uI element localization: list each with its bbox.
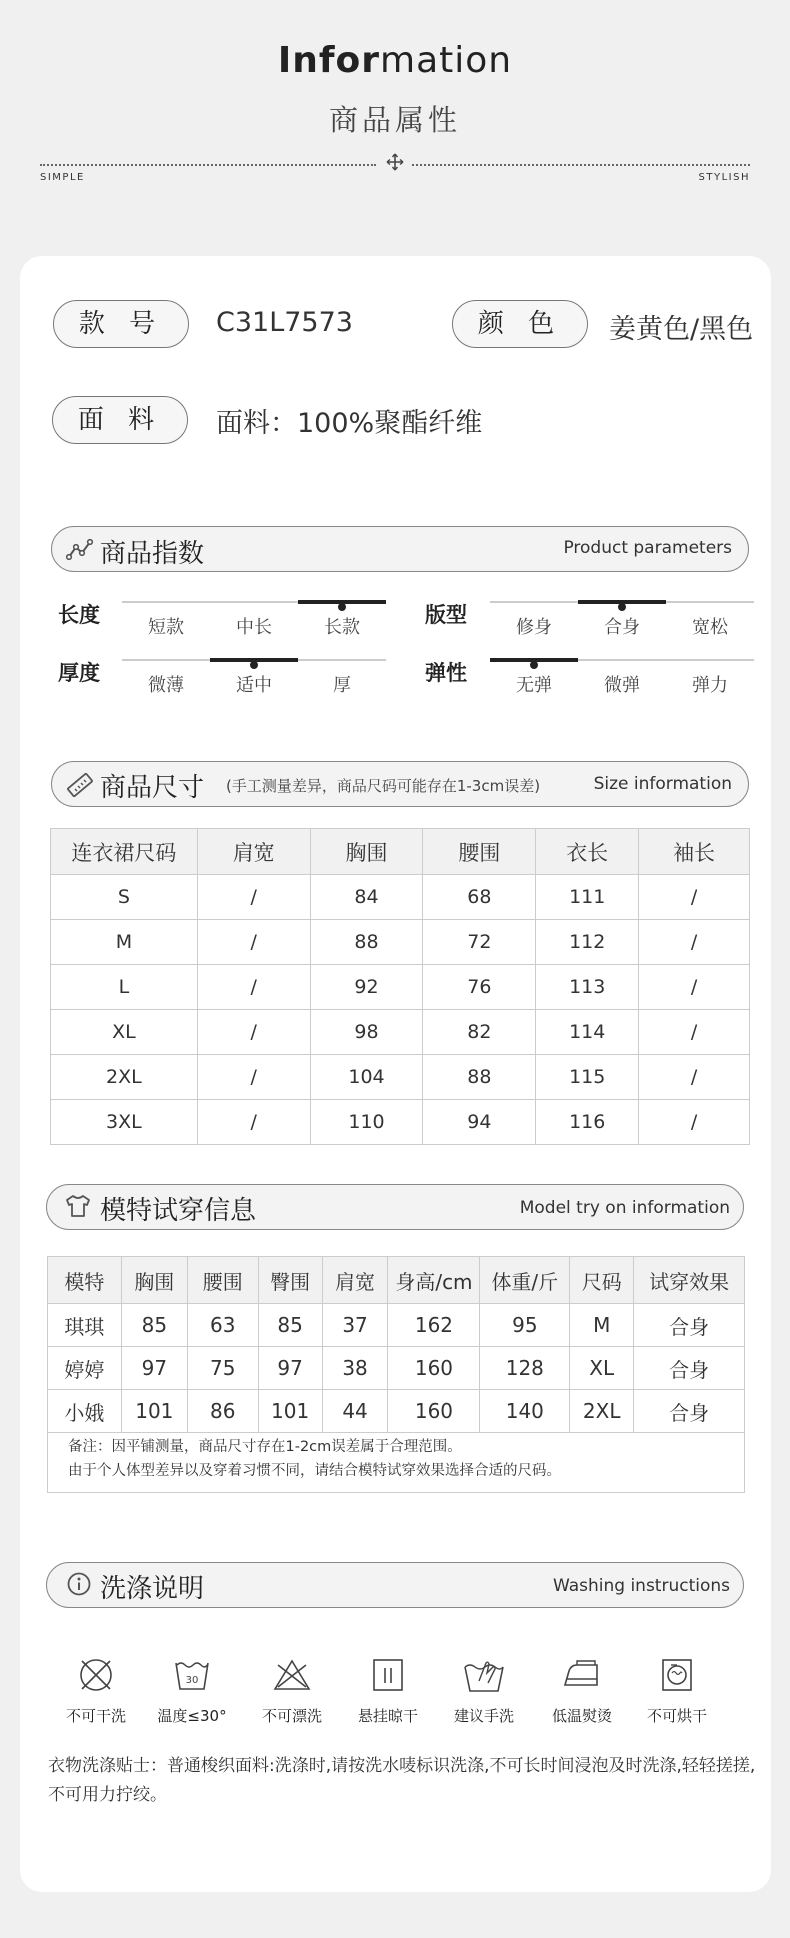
size-cell: L — [51, 965, 198, 1010]
size-cell: / — [639, 920, 750, 965]
wash-label: 低温熨烫 — [551, 1707, 612, 1725]
index-option: 长款 — [324, 617, 360, 638]
index-option: 合身 — [604, 617, 640, 638]
svg-text:30: 30 — [185, 1675, 199, 1686]
wash-label: 温度≤30° — [157, 1707, 227, 1725]
hand-wash-icon — [438, 1655, 530, 1699]
table-row — [51, 875, 750, 920]
product-index-title: 商品指数 — [100, 539, 205, 569]
table-row — [51, 1055, 750, 1100]
model-cell: 38 — [322, 1347, 388, 1390]
color-value: 姜黄色/黑色 — [609, 314, 754, 345]
model-header-cell: 胸围 — [121, 1257, 187, 1304]
size-cell: / — [197, 920, 310, 965]
size-cell: 72 — [423, 920, 536, 965]
model-header-cell: 模特 — [48, 1257, 122, 1304]
table-row — [51, 1100, 750, 1145]
size-cell: 88 — [423, 1055, 536, 1100]
style-no-value: C31L7573 — [216, 307, 353, 338]
ruler-icon — [66, 771, 94, 799]
size-cell: 88 — [310, 920, 423, 965]
model-cell: 85 — [258, 1304, 322, 1347]
model-cell: 97 — [258, 1347, 322, 1390]
model-header-cell: 臀围 — [258, 1257, 322, 1304]
model-note-line1: 备注：因平铺测量，商品尺寸存在1-2cm误差属于合理范围。 — [68, 1439, 462, 1455]
trend-line-icon — [66, 536, 94, 564]
model-cell: XL — [570, 1347, 634, 1390]
low-iron-icon — [536, 1655, 628, 1699]
size-cell: 112 — [536, 920, 639, 965]
model-cell: 128 — [480, 1347, 570, 1390]
size-cell: 92 — [310, 965, 423, 1010]
model-header-cell: 试穿效果 — [634, 1257, 745, 1304]
model-cell: 95 — [480, 1304, 570, 1347]
index-selected-dot — [530, 661, 538, 669]
size-cell: 113 — [536, 965, 639, 1010]
tshirt-icon — [64, 1192, 92, 1220]
model-cell: 101 — [121, 1390, 187, 1433]
page-title-en: Information — [277, 40, 513, 81]
size-table-header — [51, 829, 750, 875]
fabric-label: 面 料 — [52, 396, 188, 444]
model-cell: 合身 — [634, 1390, 745, 1433]
wash-item — [50, 1655, 142, 1726]
index-option: 中长 — [236, 617, 272, 638]
model-cell: 86 — [187, 1390, 258, 1433]
divider-right — [412, 164, 750, 166]
size-info-note: (手工测量差异，商品尺码可能存在1-3cm误差) — [226, 777, 541, 795]
wash-label: 建议手洗 — [453, 1707, 514, 1725]
size-cell: 114 — [536, 1010, 639, 1055]
size-cell: 116 — [536, 1100, 639, 1145]
size-info-en: Size information — [593, 774, 732, 794]
size-cell: / — [197, 1055, 310, 1100]
divider-left — [40, 164, 376, 166]
model-cell: 2XL — [570, 1390, 634, 1433]
size-cell: 98 — [310, 1010, 423, 1055]
index-option: 适中 — [236, 675, 272, 696]
size-cell: / — [639, 1100, 750, 1145]
index-selected-dot — [618, 603, 626, 611]
wash-item — [438, 1655, 530, 1726]
index-label: 厚度 — [58, 661, 100, 685]
index-selected-dot — [338, 603, 346, 611]
size-header-cell: 袖长 — [639, 829, 750, 875]
model-cell: 小娥 — [48, 1390, 122, 1433]
index-option: 弹力 — [692, 675, 728, 696]
index-option: 微薄 — [148, 675, 184, 696]
index-label: 长度 — [58, 603, 100, 627]
index-label: 弹性 — [425, 661, 467, 685]
no-bleach-icon — [246, 1655, 338, 1699]
model-cell: 合身 — [634, 1347, 745, 1390]
style-no-label: 款 号 — [53, 300, 189, 348]
wash-label: 不可烘干 — [646, 1707, 707, 1725]
model-cell: 140 — [480, 1390, 570, 1433]
size-cell: / — [197, 1010, 310, 1055]
size-cell: S — [51, 875, 198, 920]
index-option: 无弹 — [516, 675, 552, 696]
model-cell: 婷婷 — [48, 1347, 122, 1390]
washing-tip: 衣物洗涤贴士：普通梭织面料:洗涤时,请按洗水唛标识洗涤,不可长时间浸泡及时洗涤,轻轻搓搓,不可用力拧绞。 — [48, 1756, 756, 1805]
wash-label: 不可干洗 — [65, 1707, 126, 1725]
size-cell: 68 — [423, 875, 536, 920]
size-cell: 3XL — [51, 1100, 198, 1145]
model-cell: 75 — [187, 1347, 258, 1390]
size-header-cell: 衣长 — [536, 829, 639, 875]
wash-item — [631, 1655, 723, 1726]
model-cell: 162 — [388, 1304, 480, 1347]
size-header-cell: 腰围 — [423, 829, 536, 875]
model-cell: 160 — [388, 1347, 480, 1390]
table-row — [51, 1010, 750, 1055]
size-cell: / — [639, 1055, 750, 1100]
model-table — [47, 1256, 745, 1433]
no-tumble-dry-icon — [631, 1655, 723, 1699]
table-row — [48, 1347, 745, 1390]
model-header-cell: 身高/cm — [388, 1257, 480, 1304]
model-table-header — [48, 1257, 745, 1304]
model-cell: 160 — [388, 1390, 480, 1433]
info-circle-icon — [66, 1571, 94, 1599]
tag-stylish: STYLISH — [698, 172, 750, 183]
size-header-cell: 肩宽 — [197, 829, 310, 875]
index-option: 短款 — [148, 617, 184, 638]
size-cell: / — [639, 1010, 750, 1055]
wash-info-title: 洗涤说明 — [100, 1574, 205, 1604]
table-row — [51, 920, 750, 965]
model-header-cell: 腰围 — [187, 1257, 258, 1304]
model-info-en: Model try on information — [519, 1198, 730, 1218]
size-cell: / — [639, 875, 750, 920]
size-cell: 84 — [310, 875, 423, 920]
index-option: 厚 — [333, 675, 351, 696]
size-cell: 76 — [423, 965, 536, 1010]
model-cell: 琪琪 — [48, 1304, 122, 1347]
model-header-cell: 肩宽 — [322, 1257, 388, 1304]
model-cell: 63 — [187, 1304, 258, 1347]
size-header-cell: 胸围 — [310, 829, 423, 875]
size-cell: 104 — [310, 1055, 423, 1100]
size-cell: 110 — [310, 1100, 423, 1145]
wash-item — [246, 1655, 338, 1726]
size-cell: / — [197, 1100, 310, 1145]
index-option: 修身 — [516, 617, 552, 638]
model-cell: 85 — [121, 1304, 187, 1347]
size-cell: 94 — [423, 1100, 536, 1145]
index-label: 版型 — [425, 603, 467, 627]
model-note — [47, 1427, 745, 1493]
model-cell: 37 — [322, 1304, 388, 1347]
wash-item — [342, 1655, 434, 1726]
model-note-line2: 由于个人体型差异以及穿着习惯不同，请结合模特试穿效果选择合适的尺码。 — [68, 1463, 561, 1479]
model-cell: 44 — [322, 1390, 388, 1433]
no-dry-clean-icon — [50, 1655, 142, 1699]
hang-dry-icon — [342, 1655, 434, 1699]
index-option: 宽松 — [692, 617, 728, 638]
size-cell: / — [639, 965, 750, 1010]
product-index-en: Product parameters — [563, 538, 732, 558]
wash-30-icon — [146, 1655, 238, 1699]
wash-label: 不可漂洗 — [261, 1707, 322, 1725]
size-cell: / — [197, 965, 310, 1010]
size-cell: 82 — [423, 1010, 536, 1055]
size-cell: 115 — [536, 1055, 639, 1100]
fabric-value: 面料：100%聚酯纤维 — [216, 408, 483, 439]
page-title-cn: 商品属性 — [328, 103, 461, 137]
size-cell: M — [51, 920, 198, 965]
size-info-title: 商品尺寸 — [100, 773, 205, 803]
table-row — [51, 965, 750, 1010]
size-header-cell: 连衣裙尺码 — [51, 829, 198, 875]
model-cell: 101 — [258, 1390, 322, 1433]
tag-simple: SIMPLE — [40, 172, 85, 183]
color-label: 颜 色 — [452, 300, 588, 348]
size-cell: XL — [51, 1010, 198, 1055]
size-cell: 2XL — [51, 1055, 198, 1100]
index-option: 微弹 — [604, 675, 640, 696]
model-info-title: 模特试穿信息 — [100, 1196, 257, 1226]
size-table — [50, 828, 750, 1145]
cross-arrows-icon — [385, 153, 405, 173]
size-cell: 111 — [536, 875, 639, 920]
wash-label: 悬挂晾干 — [357, 1707, 418, 1725]
index-selected-dot — [250, 661, 258, 669]
wash-item — [536, 1655, 628, 1726]
size-cell: / — [197, 875, 310, 920]
model-cell: M — [570, 1304, 634, 1347]
wash-info-en: Washing instructions — [552, 1576, 730, 1596]
wash-item — [146, 1655, 238, 1726]
model-cell: 合身 — [634, 1304, 745, 1347]
model-cell: 97 — [121, 1347, 187, 1390]
table-row — [48, 1304, 745, 1347]
model-header-cell: 体重/斤 — [480, 1257, 570, 1304]
model-header-cell: 尺码 — [570, 1257, 634, 1304]
